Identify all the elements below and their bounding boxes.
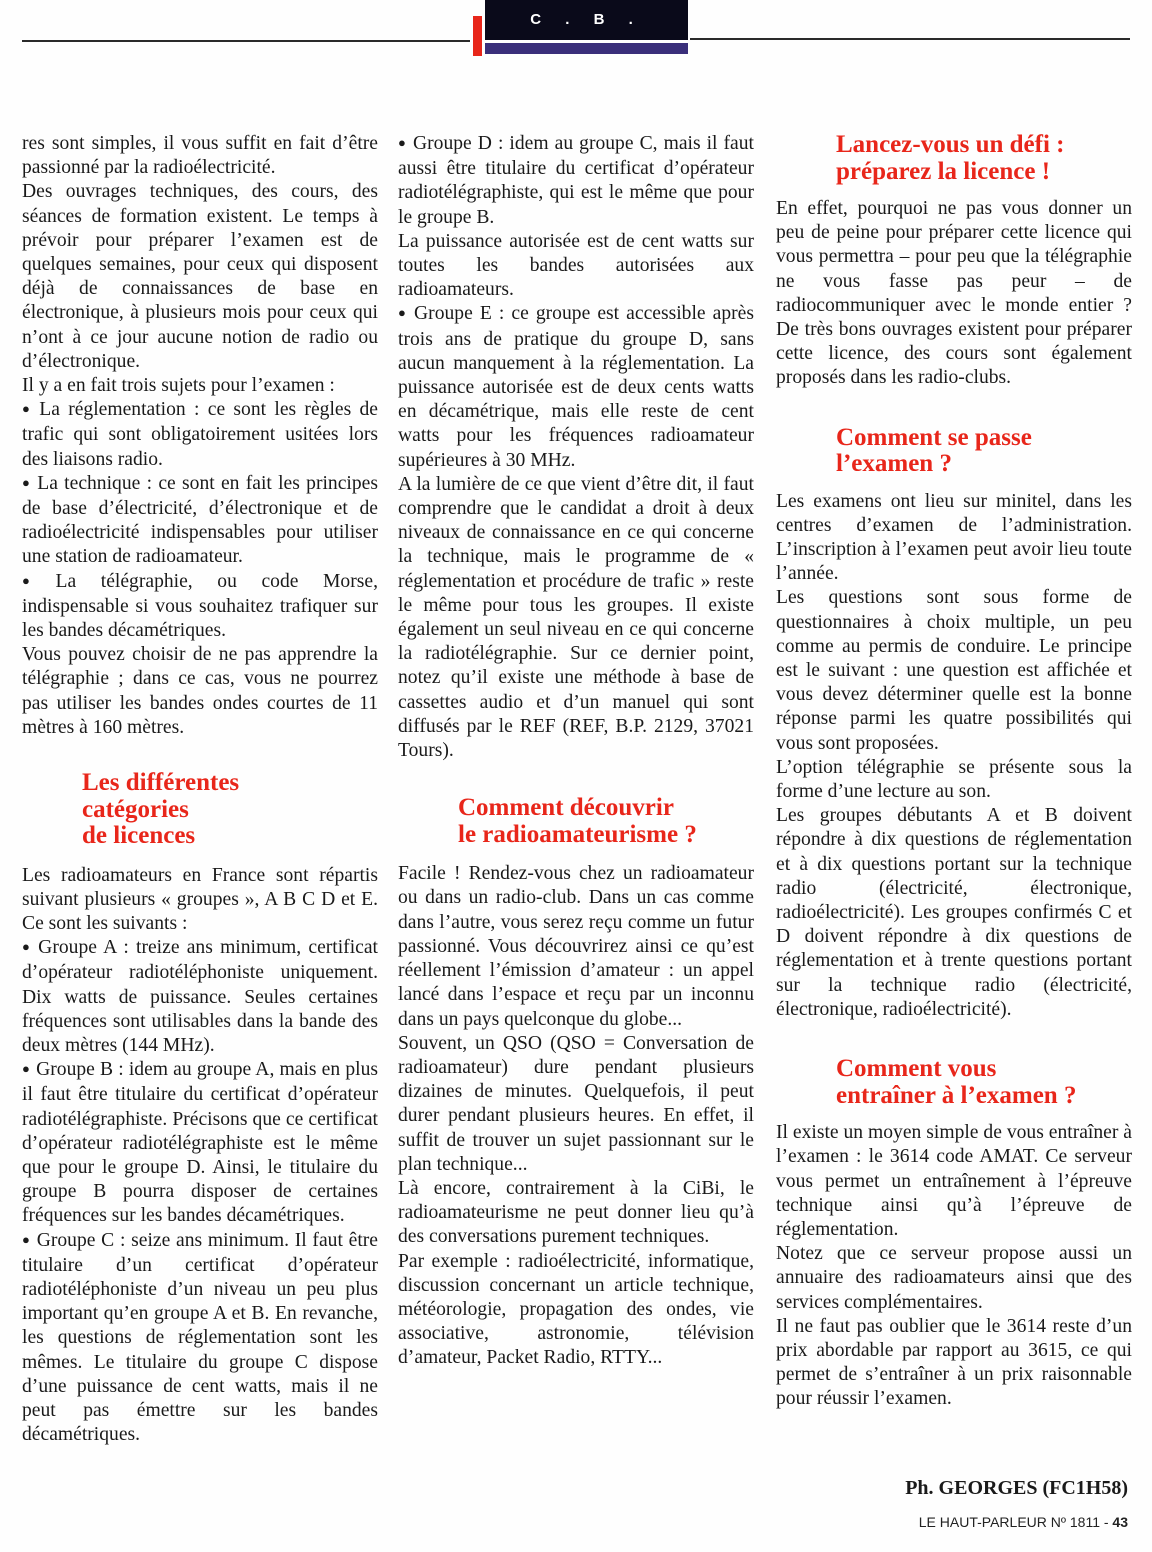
paragraph: Les groupes débutants A et B doivent répondre à dix questions de réglementation et à dix questions portant sur la technique radio (électricité, électronique, radioélectricité). Les groupes confirmés C et D doivent répondre à dix questions de réglementation et à trente questions portant sur la technique radio (électricité, électronique, radioélectricité).: [776, 805, 1132, 1020]
paragraph: Là encore, contrairement à la CiBi, le radioamateurisme ne peut donner lieu qu’à des conversations purement techniques.: [398, 1177, 754, 1248]
publication-label: LE HAUT-PARLEUR Nº 1811 -: [918, 1514, 1113, 1530]
section-heading-examen: Comment se passe l’examen ?: [836, 423, 1032, 478]
page-number: 43: [1112, 1514, 1128, 1530]
paragraph: Il y a en fait trois sujets pour l’examen :: [22, 375, 335, 397]
bullet-item: ● La réglementation : ce sont les règles de trafic qui sont obligatoirement usitées lors des liaisons radio.: [22, 398, 378, 472]
paragraph: Vous pouvez choisir de ne pas apprendre la télégraphie ; dans ce cas, vous ne pourrez pas utiliser les bandes ondes courtes de 11 mètres à 160 mètres.: [22, 644, 378, 738]
column-3: [776, 132, 1132, 1412]
paragraph: Par exemple : radioélectricité, informatique, discussion concernant un article technique, météorologie, propagation des ondes, vie associative, astronomie, télévision d’amateur, Packet Radio, RTTY...: [398, 1250, 754, 1369]
paragraph: Facile ! Rendez-vous chez un radioamateur ou dans un radio-club. Dans un cas comme dans l’autre, vous serez reçu comme un futur passionné. Vous découvrirez ainsi ce qu’est réellement l’émission d’amateur : un appel lancé dans l’espace et reçu par un inconnu dans un pays quelconque du globe...: [398, 863, 754, 1030]
paragraph: Les radioamateurs en France sont répartis suivant plusieurs « groupes », A B C D et E. Ce sont les suivants :: [22, 864, 378, 934]
paragraph: La puissance autorisée est de cent watts sur toutes les bandes autorisées aux radioamateurs.: [398, 230, 754, 301]
bullet-item: ● Groupe D : idem au groupe C, mais il faut aussi être titulaire du certificat d’opérateur radiotélégraphiste, qui est le même que pour le groupe B.: [398, 132, 754, 230]
column-1: [22, 132, 378, 1447]
column-2: [398, 132, 754, 1371]
page-folio: [919, 1514, 1128, 1530]
section-heading-defi: Lancez-vous un défi : préparez la licence !: [836, 131, 1065, 185]
bullet-item: ● Groupe C : seize ans minimum. Il faut être titulaire d’un certificat d’opérateur radiotéléphoniste d’un niveau un peu plus important qu’en groupe A et B. En revanche, les questions de réglementation sont les mêmes. Le titulaire du groupe C dispose d’une puissance de cent watts, mais il ne peut pas émettre sur les bandes décamétriques.: [22, 1229, 378, 1448]
section-heading-decouvrir: Comment découvrir le radioamateurisme ?: [458, 794, 697, 848]
header-rule-right: [690, 38, 1130, 40]
bullet-item: ● Groupe E : ce groupe est accessible après trois ans de pratique du groupe D, sans aucun manquement à la réglementation. La puissance autorisée est de deux cents watts en décamétrique, mais elle reste de cent watts pour les fréquences radioamateur supérieures à 30 MHz.: [398, 302, 754, 472]
section-heading-entrainer: Comment vous entraîner à l’examen ?: [836, 1055, 1077, 1109]
section-label: C . B .: [485, 0, 688, 40]
paragraph: Il existe un moyen simple de vous entraîner à l’examen : le 3614 code AMAT. Ce serveur vous permet un entraînement à l’épreuve technique ainsi qu’à l’épreuve de réglementation.: [776, 1122, 1132, 1240]
author-signature: Ph. GEORGES (FC1H58): [905, 1477, 1128, 1499]
bullet-item: ● Groupe B : idem au groupe A, mais en plus il faut être titulaire du certificat d’opérateur radiotélégraphiste. Précisons que ce certificat d’opérateur radiotélégraphiste est le même que pour le groupe D. Ainsi, le titulaire du groupe B pourra disposer de certaines fréquences sur les bandes décamétriques.: [22, 1058, 378, 1228]
paragraph: Il ne faut pas oublier que le 3614 reste d’un prix abordable par rapport au 3615, ce qui permet de s’entraîner à un prix raisonnable pour réussir l’examen.: [776, 1315, 1132, 1410]
paragraph: Les examens ont lieu sur minitel, dans les centres d’examen de l’administration. L’inscription à l’examen peut avoir lieu toute l’année.: [776, 490, 1132, 585]
paragraph: Notez que ce serveur propose aussi un annuaire des radioamateurs ainsi que des services complémentaires.: [776, 1243, 1132, 1313]
paragraph: res sont simples, il vous suffit en fait d’être passionné par la radioélectricité.: [22, 133, 378, 179]
paragraph: Les questions sont sous forme de questionnaires à choix multiple, un peu comme au permis de conduire. Le principe est le suivant : une question est affichée et vous devez déterminer quelle est la bonne réponse parmi les quatre possibilités qui vous sont proposées.: [776, 587, 1132, 754]
paragraph: L’option télégraphie se présente sous la forme d’une lecture au son.: [776, 756, 1132, 803]
paragraph: A la lumière de ce que vient d’être dit, il faut comprendre que le candidat a droit à deux niveaux de connaissance en ce qui concerne la technique, mais le programme de « réglementation et procédure de trafic » reste le même pour tous les groupes. Il existe également un seul niveau en ce qui concerne la radiotélégraphie. Sur ce dernier point, notez qu’il existe une méthode à base de cassettes audio et d’un manuel qui sont diffusés par le REF (REF, B.P. 2129, 37021 Tours).: [398, 473, 754, 762]
header-blue-accent: [485, 43, 688, 54]
header-rule-left: [22, 40, 470, 42]
header-red-accent: [473, 16, 482, 56]
bullet-item: ● La technique : ce sont en fait les principes de base d’électricité, d’électronique et de radioélectricité indispensables pour utiliser une station de radioamateur.: [22, 472, 378, 570]
bullet-item: ● La télégraphie, ou code Morse, indispensable si vous souhaitez trafiquer sur les bandes décamétriques.: [22, 570, 378, 644]
section-heading-licences: Les différentes catégories de licences: [82, 769, 240, 850]
paragraph: Des ouvrages techniques, des cours, des séances de formation existent. Le temps à prévoir pour préparer l’examen est de quelques semaines, pour ceux qui disposent déjà de connaissances de base en électronique, à plusieurs mois pour ceux qui n’ont à ce jour aucune notion de radio ou d’électronique.: [22, 181, 378, 372]
bullet-item: ● Groupe A : treize ans minimum, certificat d’opérateur radiotéléphoniste uniquement. Dix watts de puissance. Seules certaines fréquences sont utilisables dans la bande des deux mètres (144 MHz).: [22, 936, 378, 1058]
paragraph: En effet, pourquoi ne pas vous donner un peu de peine pour préparer cette licence qui vous permettra – pour peu que la télégraphie ne vous fasse pas peur – de radiocommuniquer avec le monde entier ? De très bons ouvrages existent pour préparer cette licence, des cours sont également proposés dans les radio-clubs.: [776, 198, 1132, 389]
paragraph: Souvent, un QSO (QSO = Conversation de radioamateur) dure pendant plusieurs dizaines de minutes. Quelquefois, il peut durer pendant plusieurs heures. En effet, il suffit de trouver un sujet passionnant sur le plan technique...: [398, 1032, 754, 1175]
